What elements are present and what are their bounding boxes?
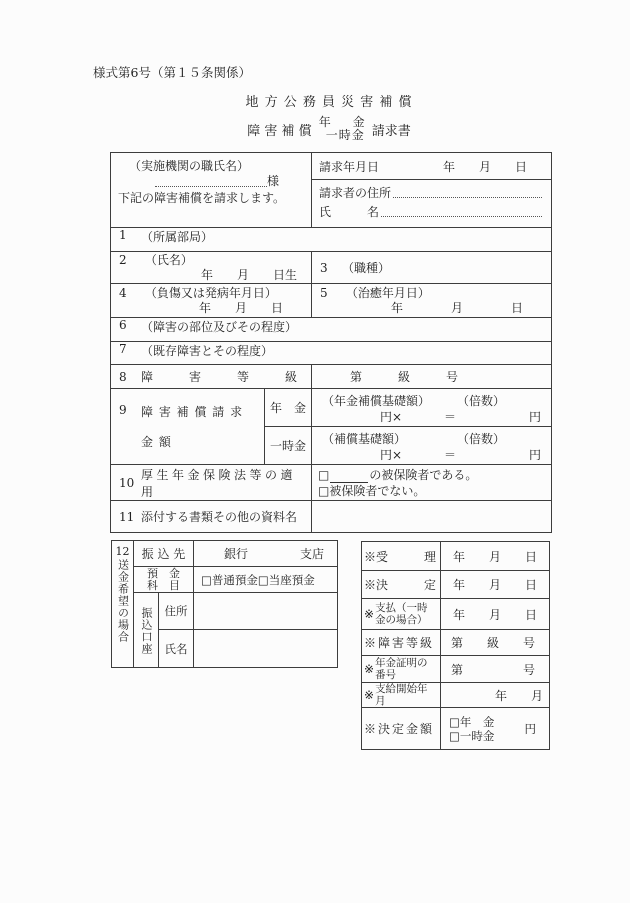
amount-value-cell: [441, 708, 549, 749]
healing-date-label: （治癒年月日）: [345, 286, 430, 300]
account-detail-column: [159, 593, 337, 667]
remittance-table: [111, 540, 338, 668]
amount-formula-column: [312, 389, 551, 464]
payee-label: 振 込 先: [134, 541, 194, 566]
title-prefix: 障 害 補 償: [247, 123, 312, 139]
lumpsum-yen-unit: 円: [528, 447, 541, 462]
name-cell: [111, 252, 312, 283]
start-ym-row: [362, 683, 549, 708]
remittance-body: [134, 541, 337, 667]
account-name-value: [194, 630, 337, 667]
grade-label: ※障害等級: [362, 630, 441, 655]
row-number: 12: [115, 545, 130, 558]
row-name-occupation: [111, 251, 551, 283]
payment-row: [362, 599, 549, 630]
start-ym-label-line2: 月: [375, 695, 386, 707]
amount-yen-unit: 円: [524, 721, 536, 736]
pension-cert-label-cell: [362, 656, 441, 682]
pension-cert-label: [375, 657, 428, 681]
claimant-address-line: [319, 185, 544, 201]
claimant-name-line: [319, 204, 544, 220]
row-number: 9: [119, 402, 127, 417]
amount-options: [449, 715, 494, 743]
healing-date-value: 年 月 日: [390, 301, 523, 315]
pension-formula-cell: [312, 389, 551, 427]
attached-documents-value-cell: [312, 501, 551, 532]
account-type-row: [134, 567, 337, 593]
claim-date-value: 年 月 日: [442, 159, 527, 174]
claim-date-row: [312, 153, 551, 180]
payment-label-cell: [362, 599, 441, 629]
amount-option-pension: □年 金: [449, 714, 495, 729]
row-disability-grade: [111, 364, 551, 388]
benefit-type-column: [265, 389, 312, 464]
injury-date-cell: [111, 284, 312, 317]
healing-date-line: [312, 286, 551, 301]
grade-value: 第 級 号: [451, 636, 536, 650]
payee-row: [134, 541, 337, 567]
row-number: 11: [119, 509, 135, 524]
claimant-cell: [312, 153, 551, 227]
official-use-table: [361, 541, 550, 750]
pension-cert-label-line2: 番号: [375, 669, 397, 681]
attached-documents-label: 添付する書類その他の資料名: [141, 510, 298, 524]
account-column-label: 振込口座: [140, 606, 153, 655]
blank-fill-line: [330, 470, 368, 483]
account-type-label-line1: 預 金: [147, 566, 180, 580]
row-number: 2: [119, 253, 127, 267]
insured-option-line: [318, 467, 551, 483]
account-type-label: [134, 567, 194, 592]
recipient-cell: [111, 153, 312, 227]
grade-value-cell: [312, 365, 551, 388]
checkbox-icon: □: [318, 468, 330, 482]
stack-top-right: 金: [352, 115, 365, 129]
disability-part-label: （障害の部位及びその程度）: [141, 320, 298, 334]
row-number: 8: [119, 369, 127, 384]
account-type-label-line2: 科 目: [147, 578, 180, 592]
reference-mark: ※: [364, 662, 375, 676]
pension-cert-row: [362, 656, 549, 683]
pension-cert-label-line1: 年金証明の: [375, 657, 428, 669]
decision-label: ※決 定: [362, 571, 441, 598]
pension-yen-times: 円×: [380, 410, 403, 424]
claim-date-label: 請求年月日: [319, 159, 380, 174]
row-number: 10: [119, 475, 135, 490]
payee-value-cell: [194, 541, 337, 566]
claim-amount-label: 障 害 補 償 請 求: [141, 404, 244, 419]
amount-row: [362, 708, 549, 749]
payment-label-line2: 金の場合）: [375, 614, 428, 626]
pension-yen-unit: 円: [528, 410, 541, 424]
start-ym-label: [375, 683, 428, 707]
pension-equals: ＝: [444, 410, 457, 424]
preexisting-disability-label: （既存障害とその程度）: [141, 344, 274, 358]
attached-documents-label-cell: [111, 501, 312, 532]
pension-law-label-cell: [111, 465, 312, 500]
receipt-row: [362, 542, 549, 571]
claimant-address-label: 請求者の住所: [319, 185, 392, 200]
lumpsum-formula-cell: [312, 427, 551, 465]
occupation-cell: [312, 252, 551, 283]
pension-base-label: （年金補償基礎額）: [322, 394, 431, 408]
disability-grade-label: 障 害 等 級: [141, 370, 298, 384]
claimant-name-label: 氏 名: [319, 205, 380, 220]
claim-amount-label-line1: [111, 403, 264, 420]
decision-date-value: 年 月 日: [452, 578, 537, 592]
lumpsum-base-label: （補償基礎額）: [322, 431, 407, 446]
pension-law-options-cell: [312, 465, 551, 500]
row-preexisting-disability: [111, 341, 551, 364]
name-line: [111, 253, 311, 268]
start-ym-label-cell: [362, 683, 441, 707]
account-address-label: 住所: [159, 593, 194, 629]
lumpsum-yen-times: 円×: [380, 447, 403, 462]
account-type-options: □普通預金□当座預金: [201, 572, 315, 587]
department-label: （所属部局）: [141, 230, 214, 244]
reference-mark: ※: [364, 607, 375, 621]
bank-label: 銀行: [224, 547, 249, 561]
receipt-date-value: 年 月 日: [452, 549, 537, 564]
account-address-value: [194, 593, 337, 629]
payment-label-line1: 支払（一時: [375, 602, 428, 614]
row-number: 4: [119, 286, 127, 300]
disability-grade-value: 第 級 号: [350, 370, 459, 384]
claim-amount-label-cell: [111, 389, 265, 464]
not-insured-option-line: □被保険者でない。: [318, 484, 426, 498]
dotted-fill-line: [381, 214, 542, 217]
decision-row: [362, 571, 549, 599]
occupation-label: （職種）: [342, 261, 391, 275]
claim-amount-label-line2: 金 額: [141, 435, 172, 450]
pension-lumpsum-stack: [319, 116, 365, 142]
account-address-row: [159, 593, 337, 630]
pension-cert-value: 第 号: [451, 662, 536, 677]
grade-label-cell: [111, 365, 312, 388]
receipt-label: ※受 理: [362, 542, 441, 570]
form-number: 様式第6号（第１５条関係）: [93, 65, 251, 80]
pension-factor-label: （倍数）: [457, 394, 506, 408]
row-disability-part: [111, 317, 551, 341]
main-claim-table: [110, 152, 552, 533]
lumpsum-factor-label: （倍数）: [457, 431, 506, 446]
amount-option-lumpsum: □一時金: [449, 728, 495, 743]
amount-label: ※決定金額: [362, 708, 441, 749]
branch-label: 支店: [299, 547, 324, 561]
document-title-line1: 地 方 公 務 員 災 害 補 償: [245, 95, 413, 110]
claim-statement: 下記の障害補償を請求します。: [118, 191, 286, 205]
pension-type-cell: 年 金: [265, 389, 311, 427]
claimant-info: [312, 180, 551, 227]
injury-date-line: [111, 286, 311, 301]
dotted-fill-line: [393, 195, 542, 198]
grade-row: [362, 630, 549, 656]
pension-law-label: 厚生年金保険法等の適用: [141, 467, 297, 499]
remittance-side-column: [112, 541, 134, 667]
row-number: 6: [119, 318, 127, 332]
payment-label: [375, 602, 428, 626]
recipient-name-line: [155, 174, 279, 189]
row-number: 1: [119, 228, 127, 242]
injury-date-label: （負傷又は発病年月日）: [144, 286, 277, 300]
dotted-fill-line: [155, 184, 267, 187]
name-label: （氏名）: [144, 253, 193, 267]
honorific-label: 様: [266, 174, 279, 188]
title-suffix: 請求書: [371, 123, 411, 139]
lumpsum-type-cell: 一時金: [269, 438, 306, 453]
agency-title-label: （実施機関の職氏名）: [129, 159, 250, 173]
start-ym-value: 年 月: [494, 688, 543, 703]
account-name-label: 氏名: [159, 630, 194, 667]
row-pension-law: [111, 464, 551, 500]
row-attached-documents: [111, 500, 551, 532]
account-rows: [134, 593, 337, 667]
row-number: 7: [119, 342, 127, 356]
document-title-line2: [0, 112, 630, 146]
account-column-label-cell: [134, 593, 159, 667]
row-injury-healing: [111, 283, 551, 317]
stack-top-left: 年: [318, 115, 331, 129]
insured-option-text: の被保険者である。: [369, 468, 478, 482]
lumpsum-equals: ＝: [444, 447, 457, 462]
reference-mark: ※: [364, 688, 375, 702]
row-number: 5: [320, 286, 328, 300]
row-claim-amount: [111, 388, 551, 464]
start-ym-label-line1: 支給開始年: [375, 683, 428, 695]
row-department: [111, 227, 551, 251]
stack-bottom: 一時金: [325, 128, 365, 142]
row-number: 3: [320, 260, 328, 275]
payment-date-value: 年 月 日: [452, 607, 537, 622]
account-name-row: [159, 630, 337, 667]
healing-date-cell: [312, 284, 551, 317]
birth-date-line: 年 月 日生: [200, 268, 297, 282]
injury-date-value: 年 月 日: [198, 301, 283, 315]
header-row: [111, 153, 551, 227]
remittance-side-label: 送金希望の場合: [116, 559, 130, 643]
